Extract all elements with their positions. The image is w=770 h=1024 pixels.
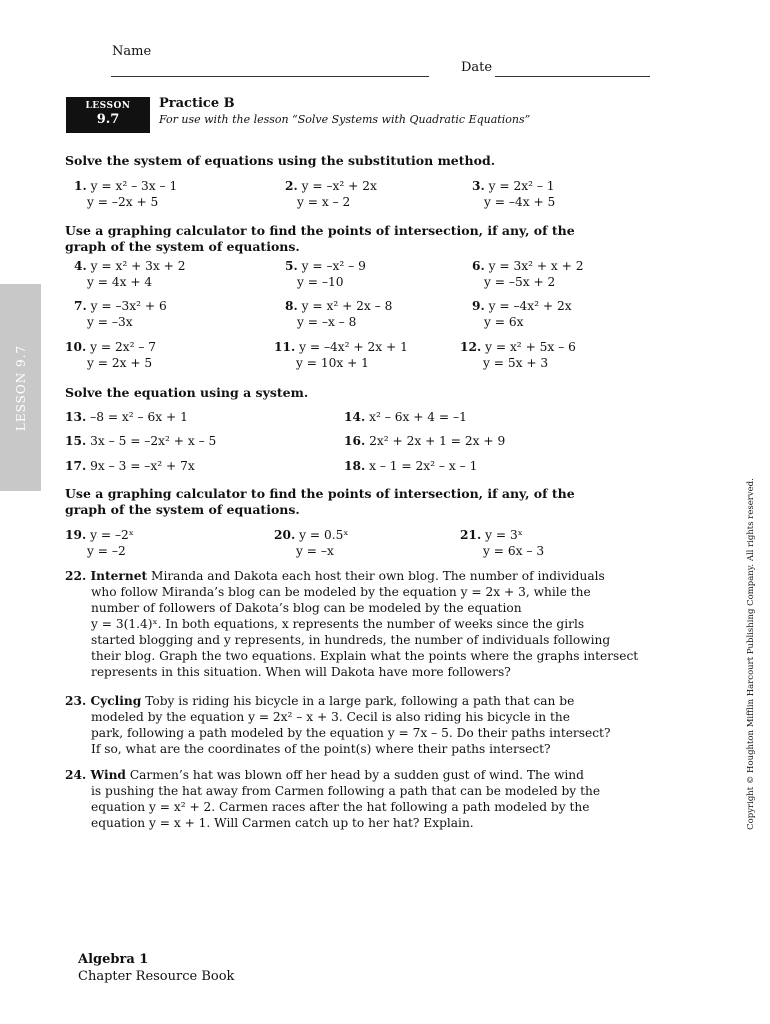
problem-number: 24 <box>65 768 82 782</box>
equation-line-1: y = –2ˣ <box>90 528 134 542</box>
equation-line-2: y = 4x + 4 <box>87 275 153 289</box>
problem-10 <box>65 339 156 371</box>
lesson-badge-number: 9.7 <box>96 112 120 127</box>
section3-heading: Solve the equation using a system. <box>65 385 309 400</box>
lesson-badge-label: LESSON <box>85 101 131 111</box>
problem-number: 9. <box>472 299 485 313</box>
page-title: Practice B <box>159 96 235 111</box>
section2-heading-line2: graph of the system of equations. <box>65 239 300 254</box>
equation-line-1: y = x² + 3x + 2 <box>90 259 186 273</box>
problem-7 <box>74 298 167 330</box>
problem-text-line: is pushing the hat away from Carmen following a path that can be modeled by the <box>91 784 601 798</box>
problem-9 <box>472 298 572 330</box>
problem-3 <box>472 178 555 210</box>
problem-number: 3. <box>472 179 485 193</box>
equation-line-1: y = –4x² + 2x + 1 <box>299 340 408 354</box>
section4-heading-line2: graph of the system of equations. <box>65 502 300 517</box>
problem-number: 22 <box>65 569 82 583</box>
problem-text-line: Miranda and Dakota each host their own blog. The number of individuals <box>150 569 605 583</box>
problem-19 <box>65 527 134 559</box>
equation-line-2: y = –2x + 5 <box>87 195 159 209</box>
problem-4 <box>74 258 186 290</box>
copyright-notice <box>745 478 757 830</box>
problem-11 <box>274 339 408 371</box>
problem-1 <box>74 178 177 210</box>
problem-text-line: number of followers of Dakota’s blog can be modeled by the equation <box>91 601 522 615</box>
problem-number: 4. <box>74 259 87 273</box>
problem-text-line: Toby is riding his bicycle in a large park, following a path that can be <box>145 694 575 708</box>
problem-13 <box>65 409 188 425</box>
equation-line-1: y = 2x² – 7 <box>90 340 157 354</box>
equation-line-1: y = 3ˣ <box>485 528 523 542</box>
equation-line-2: y = –5x + 2 <box>484 275 556 289</box>
equation: –8 = x² – 6x + 1 <box>90 410 188 424</box>
problem-number: 18. <box>344 459 366 473</box>
problem-12 <box>460 339 576 371</box>
equation: 2x² + 2x + 1 = 2x + 9 <box>369 434 506 448</box>
problem-14 <box>344 409 467 425</box>
equation-line-1: y = 0.5ˣ <box>299 528 349 542</box>
problem-5 <box>285 258 366 290</box>
word-problem-24: 24. Wind Carmen’s hat was blown off her head by a sudden gust of wind. The wind is pushing the hat away from Carmen following a path that can be modeled by the equation y = x² + 2. Carmen races after the hat following a path modeled by the equation y = x + 1. Will Carmen catch up to her hat? Explain. <box>65 767 645 831</box>
date-field-line[interactable] <box>495 76 650 77</box>
problem-number: 7. <box>74 299 87 313</box>
equation-line-2: y = 6x <box>484 315 524 329</box>
problem-topic: Internet <box>90 569 148 583</box>
equation-line-1: y = 2x² – 1 <box>488 179 555 193</box>
problem-number: 21. <box>460 528 482 542</box>
name-label: Name <box>112 44 152 59</box>
section1-heading: Solve the system of equations using the substitution method. <box>65 153 496 168</box>
section4-heading-line1: Use a graphing calculator to find the points of intersection, if any, of the <box>65 486 575 501</box>
problem-text-line: Carmen’s hat was blown off her head by a sudden gust of wind. The wind <box>129 768 584 782</box>
equation-line-2: y = 10x + 1 <box>296 356 369 370</box>
lesson-badge <box>66 97 150 133</box>
section2-heading <box>65 223 575 255</box>
problem-6 <box>472 258 584 290</box>
equation-line-2: y = –4x + 5 <box>484 195 556 209</box>
problem-number: 13. <box>65 410 87 424</box>
problem-topic: Cycling <box>90 694 142 708</box>
problem-text-line: y = 3(1.4)ˣ. In both equations, x represents the number of weeks since the girls <box>91 617 585 631</box>
problem-20 <box>274 527 349 559</box>
problem-21 <box>460 527 544 559</box>
equation: x – 1 = 2x² – x – 1 <box>369 459 478 473</box>
side-lesson-tab <box>0 284 41 491</box>
side-lesson-tab-label: LESSON 9.7 <box>13 344 28 431</box>
equation-line-1: y = x² + 5x – 6 <box>485 340 576 354</box>
footer-book-subtitle: Chapter Resource Book <box>78 969 235 984</box>
equation: 9x – 3 = –x² + 7x <box>90 459 195 473</box>
date-label: Date <box>461 60 493 75</box>
problem-number: 8. <box>285 299 298 313</box>
problem-16 <box>344 433 505 449</box>
footer-book-title: Algebra 1 <box>78 952 149 967</box>
problem-number: 1. <box>74 179 87 193</box>
equation-line-2: y = –2 <box>87 544 126 558</box>
problem-2 <box>285 178 377 210</box>
problem-number: 2. <box>285 179 298 193</box>
equation-line-2: y = 2x + 5 <box>87 356 153 370</box>
problem-number: 5. <box>285 259 298 273</box>
equation-line-2: y = 6x – 3 <box>483 544 545 558</box>
problem-8 <box>285 298 392 330</box>
equation: x² – 6x + 4 = –1 <box>369 410 467 424</box>
equation-line-2: y = –3x <box>87 315 133 329</box>
problem-17 <box>65 458 195 474</box>
problem-text-line: park, following a path modeled by the equation y = 7x – 5. Do their paths intersect? <box>91 726 611 740</box>
problem-text-line: started blogging and y represents, in hundreds, the number of individuals following <box>91 633 611 647</box>
problem-text-line: equation y = x + 1. Will Carmen catch up to her hat? Explain. <box>91 816 474 830</box>
problem-number: 20. <box>274 528 296 542</box>
problem-text-line: represents in this situation. When will Dakota have more followers? <box>91 665 511 679</box>
problem-number: 17. <box>65 459 87 473</box>
problem-text-line: modeled by the equation y = 2x² – x + 3. Cecil is also riding his bicycle in the <box>91 710 570 724</box>
problem-number: 6. <box>472 259 485 273</box>
problem-number: 12. <box>460 340 482 354</box>
equation-line-1: y = x² – 3x – 1 <box>90 179 178 193</box>
problem-15 <box>65 433 216 449</box>
equation-line-1: y = x² + 2x – 8 <box>301 299 393 313</box>
word-problem-22: 22. Internet Miranda and Dakota each host their own blog. The number of individuals who follow Miranda’s blog can be modeled by the equation y = 2x + 3, while the number of followers of Dakota’s blog can be modeled by the equation y = 3(1.4)ˣ. In both equations, x represents the number of weeks since the girls started blogging and y represents, in hundreds, the number of individuals following their blog. Graph the two equations. Explain what the points where the graphs intersect represents in this situation. When will Dakota have more followers? <box>65 568 645 680</box>
equation-line-1: y = 3x² + x + 2 <box>488 259 584 273</box>
equation-line-2: y = –10 <box>297 275 344 289</box>
word-problem-23: 23. Cycling Toby is riding his bicycle in a large park, following a path that can be modeled by the equation y = 2x² – x + 3. Cecil is also riding his bicycle in the park, following a path modeled by the equation y = 7x – 5. Do their paths intersect? If so, what are the coordinates of the point(s) where their paths intersect? <box>65 693 645 757</box>
section2-heading-line1: Use a graphing calculator to find the points of intersection, if any, of the <box>65 223 575 238</box>
problem-text-line: their blog. Graph the two equations. Explain what the points where the graphs intersect <box>91 649 639 663</box>
problem-text-line: equation y = x² + 2. Carmen races after the hat following a path modeled by the <box>91 800 590 814</box>
name-field-line[interactable] <box>111 76 429 77</box>
problem-18 <box>344 458 477 474</box>
problem-number: 15. <box>65 434 87 448</box>
problem-number: 10. <box>65 340 87 354</box>
equation-line-1: y = –x² – 9 <box>301 259 366 273</box>
equation-line-2: y = –x <box>296 544 334 558</box>
copyright-text: Copyright © Houghton Mifflin Harcourt Publishing Company. All rights reserved. <box>746 478 756 830</box>
equation-line-2: y = –x – 8 <box>297 315 357 329</box>
problem-number: 11. <box>274 340 296 354</box>
section4-heading <box>65 486 575 518</box>
problem-text-line: who follow Miranda’s blog can be modeled by the equation y = 2x + 3, while the <box>91 585 591 599</box>
equation-line-1: y = –3x² + 6 <box>90 299 167 313</box>
equation: 3x – 5 = –2x² + x – 5 <box>90 434 217 448</box>
problem-number: 16. <box>344 434 366 448</box>
equation-line-2: y = x – 2 <box>297 195 351 209</box>
page-subtitle: For use with the lesson “Solve Systems with Quadratic Equations” <box>159 113 531 126</box>
problem-topic: Wind <box>90 768 126 782</box>
problem-number: 14. <box>344 410 366 424</box>
equation-line-1: y = –4x² + 2x <box>488 299 572 313</box>
problem-number: 23 <box>65 694 82 708</box>
problem-number: 19. <box>65 528 87 542</box>
equation-line-1: y = –x² + 2x <box>301 179 377 193</box>
problem-text-line: If so, what are the coordinates of the point(s) where their paths intersect? <box>91 742 551 756</box>
equation-line-2: y = 5x + 3 <box>483 356 549 370</box>
